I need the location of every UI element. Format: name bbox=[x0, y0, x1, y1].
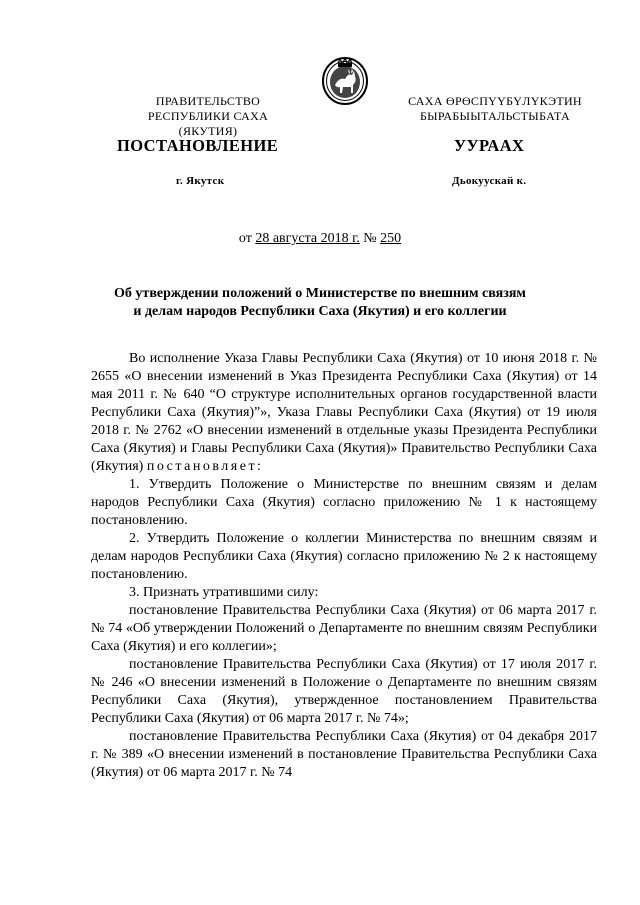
paragraph-item-2: 2. Утвердить Положение о коллегии Министерства по внешним связям и делам народов Республики Саха (Якутия) согласно приложению № 2 к настоящему постановлению. bbox=[91, 531, 597, 582]
decree-number: 250 bbox=[380, 231, 402, 246]
decree-date: 28 августа 2018 г. bbox=[255, 231, 360, 246]
header-left-line2: РЕСПУБЛИКИ САХА (ЯКУТИЯ) bbox=[147, 109, 269, 138]
preamble-text: Во исполнение Указа Главы Республики Саха (Якутия) от 10 июня 2018 г. № 2655 «О внесении изменений в Указ Президента Республики Саха (Якутия) от 14 мая 2011 г. № 640 “О структуре исполнительных органов государственной власти Республики Саха (Якутия)”», Указа Главы Республики Саха (Якутия) от 19 июля 2018 г. № 2762 «О внесении изменений в отдельные указы Президента Республики Саха (Якутия) и Главы Республики Саха (Якутия)» Правительство Республики Саха (Якутия) bbox=[91, 351, 597, 474]
paragraph-item-3: 3. Признать утратившими силу: bbox=[129, 585, 319, 600]
paragraph-repealed-1: постановление Правительства Республики Саха (Якутия) от 06 марта 2017 г. № 74 «Об утверждении Положений о Департаменте по внешним связям Республики Саха (Якутия) и его коллегии»; bbox=[91, 603, 597, 654]
paragraph-item-1: 1. Утвердить Положение о Министерстве по внешним связям и делам народов Республики Саха (Якутия) согласно приложению № 1 к настоящему постановлению. bbox=[91, 477, 597, 528]
city-left: г. Якутск bbox=[176, 175, 225, 187]
paragraph-repealed-2: постановление Правительства Республики Саха (Якутия) от 17 июля 2017 г. № 246 «О внесении изменений в Положение о Департаменте по внешним связям Республики Саха (Якутия), утвержденное постановлением Правительства Республики Саха (Якутия) от 06 марта 2017 г. № 74»; bbox=[91, 657, 597, 726]
header-right-line2: БЫРАБЫЫТАЛЬСТЫБАТА bbox=[419, 109, 571, 123]
city-right: Дьокуускай к. bbox=[452, 175, 527, 187]
document-heading bbox=[90, 285, 550, 321]
document-body bbox=[91, 350, 597, 782]
coat-of-arms-icon bbox=[321, 55, 369, 105]
title-right: УУРААХ bbox=[454, 136, 525, 155]
title-left: ПОСТАНОВЛЕНИЕ bbox=[117, 136, 279, 155]
resolve-word: постановляет: bbox=[146, 459, 264, 474]
heading-line2: и делам народов Республики Саха (Якутия) и его коллегии bbox=[133, 304, 507, 319]
header-left-line1: ПРАВИТЕЛЬСТВО bbox=[155, 94, 261, 108]
header-right-line1: САХА ӨРӨСПҮҮБҮЛҮКЭТИН bbox=[408, 94, 582, 108]
paragraph-preamble bbox=[91, 350, 597, 476]
decree-date-number bbox=[0, 231, 640, 247]
paragraph-repealed-3: постановление Правительства Республики Саха (Якутия) от 04 декабря 2017 г. № 389 «О внесении изменений в постановление Правительства Республики Саха (Якутия) от 06 марта 2017 г. № 74 bbox=[91, 729, 597, 780]
decree-number-label: № bbox=[359, 231, 381, 246]
decree-prefix: от bbox=[238, 231, 256, 246]
header-right-block bbox=[385, 94, 605, 124]
header-left-block bbox=[118, 94, 298, 139]
heading-line1: Об утверждении положений о Министерстве по внешним связям bbox=[114, 286, 526, 301]
